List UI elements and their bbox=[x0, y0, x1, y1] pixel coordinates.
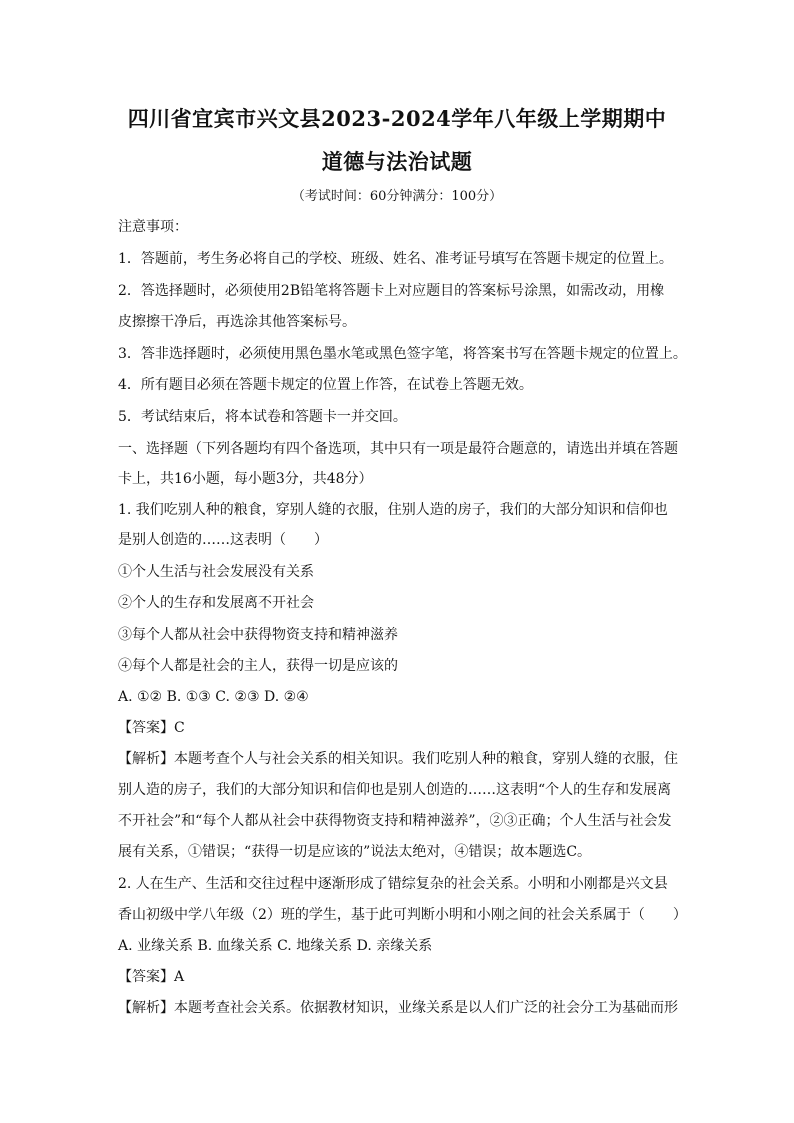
notice-item: 3．答非选择题时，必须使用黑色墨水笔或黑色签字笔，将答案书写在答题卡规定的位置上。 bbox=[118, 346, 687, 362]
notice-item: 1．答题前，考生务必将自己的学校、班级、姓名、准考证号填写在答题卡规定的位置上。 bbox=[118, 251, 673, 267]
notice-item: 2．答选择题时，必须使用2B铅笔将答题卡上对应题目的答案标号涂黑，如需改动，用橡 bbox=[118, 283, 665, 299]
notice-item: 5．考试结束后，将本试卷和答题卡一并交回。 bbox=[118, 409, 407, 425]
answer-options: A. ①② B. ①③ C. ②③ D. ②④ bbox=[118, 689, 309, 705]
analysis-text: 【解析】本题考查社会关系。依据教材知识，业缘关系是以人们广泛的社会分工为基础而形 bbox=[118, 1000, 678, 1016]
question-text: 是别人创造的……这表明（ ） bbox=[118, 532, 328, 548]
section-heading-cont: 卡上，共16小题，每小题3分，共48分） bbox=[118, 471, 373, 487]
doc-title-line-2: 道德与法治试题 bbox=[321, 149, 473, 174]
question-statement: ①个人生活与社会发展没有关系 bbox=[118, 564, 314, 580]
analysis-text: 不开社会”和“每个人都从社会中获得物资支持和精神滋养”，②③正确；个人生活与社会发 bbox=[118, 813, 672, 829]
exam-info: （考试时间：60分钟满分：100分） bbox=[291, 189, 503, 204]
answer-label: 【答案】C bbox=[118, 720, 185, 736]
question-text: 1. 我们吃别人种的粮食，穿别人缝的衣服，住别人造的房子，我们的大部分知识和信仰也 bbox=[118, 502, 668, 518]
section-heading: 一、选择题（下列各题均有四个备选项，其中只有一项是最符合题意的，请选出并填在答题 bbox=[118, 441, 678, 457]
answer-label: 【答案】A bbox=[118, 969, 185, 985]
analysis-text: 展有关系，①错误；“获得一切是应该的”说法太绝对，④错误；故本题选C。 bbox=[118, 844, 592, 860]
doc-title-line-1: 四川省宜宾市兴文县2023-2024学年八年级上学期期中 bbox=[127, 106, 667, 131]
question-statement: ④每个人都是社会的主人，获得一切是应该的 bbox=[118, 658, 398, 674]
answer-options: A. 业缘关系 B. 血缘关系 C. 地缘关系 D. 亲缘关系 bbox=[118, 938, 433, 954]
question-statement: ②个人的生存和发展离不开社会 bbox=[118, 595, 314, 611]
analysis-text: 别人造的房子，我们的大部分知识和信仰也是别人创造的……这表明“个人的生存和发展离 bbox=[118, 782, 672, 798]
notice-item: 4．所有题目必须在答题卡规定的位置上作答，在试卷上答题无效。 bbox=[118, 377, 533, 393]
notice-heading: 注意事项： bbox=[118, 219, 188, 235]
analysis-text: 【解析】本题考查个人与社会关系的相关知识。我们吃别人种的粮食，穿别人缝的衣服，住 bbox=[118, 751, 678, 767]
question-text: 香山初级中学八年级（2）班的学生，基于此可判断小明和小刚之间的社会关系属于（ ） bbox=[118, 907, 687, 923]
question-statement: ③每个人都从社会中获得物资支持和精神滋养 bbox=[118, 627, 398, 643]
notice-item-cont: 皮擦擦干净后，再选涂其他答案标号。 bbox=[118, 314, 356, 330]
question-text: 2. 人在生产、生活和交往过程中逐渐形成了错综复杂的社会关系。小明和小刚都是兴文县 bbox=[118, 876, 668, 892]
